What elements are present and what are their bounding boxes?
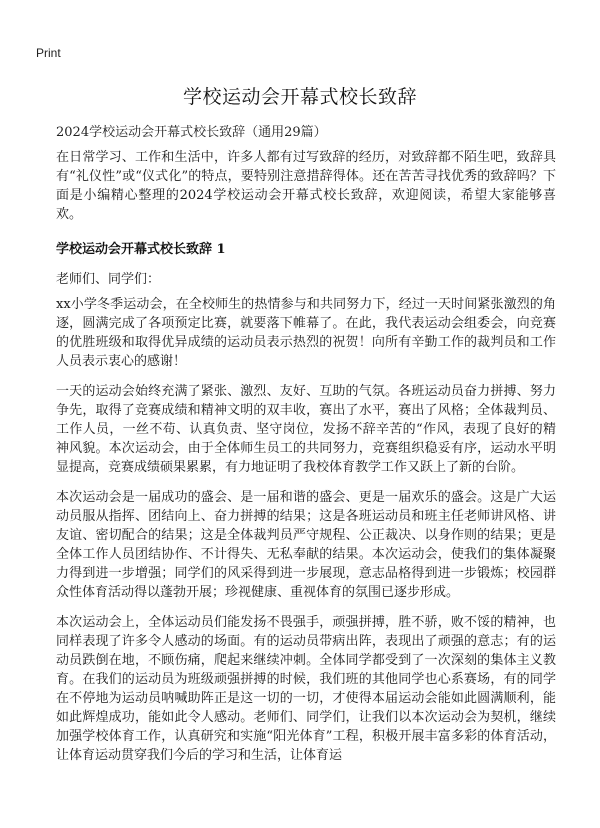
- body-paragraph: 本次运动会上，全体运动员们能发扬不畏强手，顽强拼搏，胜不骄，败不馁的精神，也同样表现了许多令人感动的场面。有的运动员带病出阵，表现出了顽强的意志；有的运动员跌倒在地，不顾伤痛，爬起来继续冲刺。全体同学都受到了一次深刻的集体主义教育。在我们的运动员为班级顽强拼搏的时候，我们班的其他同学也心系赛场，有的同学在不停地为运动员呐喊助阵正是这一切的一切，才使得本届运动会能如此圆满顺利，能如此辉煌成功，能如此令人感动。老师们、同学们，让我们以本次运动会为契机，继续加强学校体育工作，认真研究和实施“阳光体育”工程，积极开展丰富多彩的体育活动，让体育运动贯穿我们今后的学习和生活，让体育运: [56, 615, 556, 763]
- greeting: 老师们、同学们：: [56, 272, 161, 287]
- document-subtitle: 2024学校运动会开幕式校长致辞（通用29篇）: [56, 125, 327, 140]
- print-link[interactable]: Print: [36, 46, 61, 60]
- document-title: 学校运动会开幕式校长致辞: [182, 86, 417, 108]
- body-paragraph: 本次运动会是一届成功的盛会、是一届和谐的盛会、更是一届欢乐的盛会。这是广大运动员服从指挥、团结向上、奋力拼搏的结果；这是各班运动员和班主任老师讲风格、讲友谊、密切配合的结果；这是全体裁判员严守规程、公正裁决、以身作则的结果；更是全体工作人员团结协作、不计得失、无私奉献的结果。本次运动会，使我们的集体凝聚力得到进一步增强；同学们的风采得到进一步展现，意志品格得到进一步锻炼；校园群众性体育活动得以蓬勃开展；珍视健康、重视体育的氛围已逐步形成。: [56, 490, 556, 600]
- intro-paragraph: 在日常学习、工作和生活中，许多人都有过写致辞的经历，对致辞都不陌生吧，致辞具有“礼仪性”或“仪式化”的特点，要特别注意措辞得体。还在苦苦寻找优秀的致辞吗？下面是小编精心整理的2024学校运动会开幕式校长致辞，欢迎阅读，希望大家能够喜欢。: [56, 150, 556, 222]
- article-body: [56, 148, 556, 776]
- section-heading: 学校运动会开幕式校长致辞 1: [56, 242, 226, 257]
- body-paragraph: 一天的运动会始终充满了紧张、激烈、友好、互助的气氛。各班运动员奋力拼搏、努力争先，取得了竞赛成绩和精神文明的双丰收，赛出了水平，赛出了风格；全体裁判员、工作人员，一丝不苟、认真负责、坚守岗位，发扬不辞辛苦的“作风，表现了良好的精神风貌。本次运动会，由于全体师生员工的共同努力，竞赛组织稳妥有序，运动水平明显提高，竞赛成绩硕果累累，有力地证明了我校体育教学工作又跃上了新的台阶。: [56, 384, 556, 475]
- body-paragraph: xx小学冬季运动会，在全校师生的热情参与和共同努力下，经过一天时间紧张激烈的角逐，圆满完成了各项预定比赛，就要落下帷幕了。在此，我代表运动会组委会，向竞赛的优胜班级和取得优异成绩的运动员表示热烈的祝贺！向所有辛勤工作的裁判员和工作人员表示衷心的感谢！: [56, 297, 556, 369]
